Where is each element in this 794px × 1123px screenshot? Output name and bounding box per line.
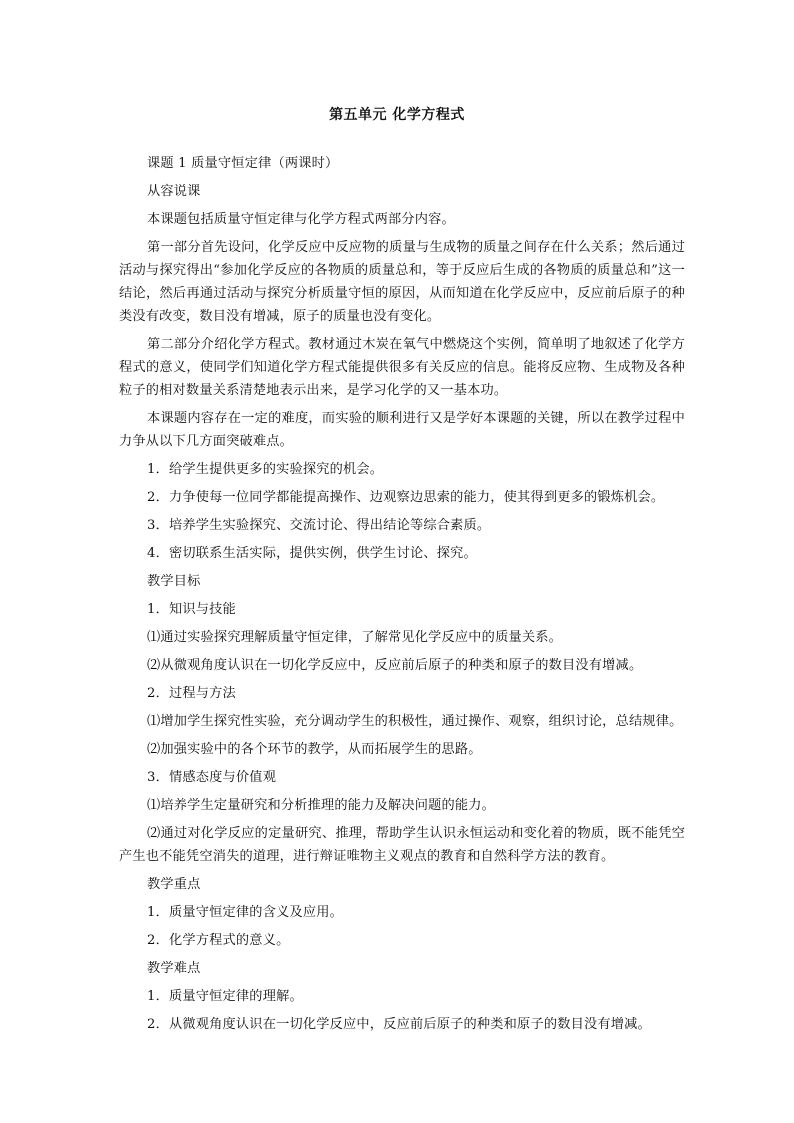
paragraph: 1．给学生提供更多的实验探究的机会。 xyxy=(147,462,384,477)
paragraph: ⑵从微观角度认识在一切化学反应中，反应前后原子的种类和原子的数目没有增减。 xyxy=(147,658,643,673)
paragraph: 1．知识与技能 xyxy=(147,602,236,617)
paragraph: 课题 1 质量守恒定律（两课时） xyxy=(147,156,339,171)
paragraph: 3．培养学生实验探究、交流讨论、得出结论等综合素质。 xyxy=(147,518,491,533)
paragraph: 2．过程与方法 xyxy=(147,686,236,701)
paragraph: 2．力争使每一位同学都能提高操作、边观察边思索的能力，使其得到更多的锻炼机会。 xyxy=(147,490,665,505)
paragraph: 1．质量守恒定律的理解。 xyxy=(147,989,303,1004)
paragraph: 教学目标 xyxy=(147,574,201,589)
paragraph: 2．从微观角度认识在一切化学反应中，反应前后原子的种类和原子的数目没有增减。 xyxy=(147,1017,651,1032)
document-body xyxy=(119,152,685,1041)
paragraph: 2．化学方程式的意义。 xyxy=(147,933,290,948)
paragraph: 3．情感态度与价值观 xyxy=(147,770,277,785)
paragraph: 教学重点 xyxy=(147,877,201,892)
paragraph: 本课题内容存在一定的难度，而实验的顺利进行又是学好本课题的关键，所以在教学过程中力争从以下几方面突破难点。 xyxy=(119,411,685,449)
paragraph: ⑴培养学生定量研究和分析推理的能力及解决问题的能力。 xyxy=(147,798,496,813)
paragraph: ⑵加强实验中的各个环节的教学，从而拓展学生的思路。 xyxy=(147,742,482,757)
document-title: 第五单元 化学方程式 xyxy=(329,107,465,123)
paragraph: ⑵通过对化学反应的定量研究、推理，帮助学生认识永恒运动和变化着的物质，既不能凭空产生也不能凭空消失的道理，进行辩证唯物主义观点的教育和自然科学方法的教育。 xyxy=(119,826,685,864)
paragraph: 教学难点 xyxy=(147,961,201,976)
paragraph: ⑴通过实验探究理解质量守恒定律，了解常见化学反应中的质量关系。 xyxy=(147,630,563,645)
paragraph: ⑴增加学生探究性实验，充分调动学生的积极性，通过操作、观察，组织讨论，总结规律。 xyxy=(147,714,683,729)
paragraph: 第二部分介绍化学方程式。教材通过木炭在氧气中燃烧这个实例，简单明了地叙述了化学方程式的意义，使同学们知道化学方程式能提供很多有关反应的信息。能将反应物、生成物及各种粒子的相对数量关系清楚地表示出来，是学习化学的又一基本功。 xyxy=(119,337,685,398)
paragraph: 1．质量守恒定律的含义及应用。 xyxy=(147,905,344,920)
paragraph: 从容说课 xyxy=(147,184,201,199)
paragraph: 本课题包括质量守恒定律与化学方程式两部分内容。 xyxy=(147,212,455,227)
paragraph: 4．密切联系生活实际，提供实例，供学生讨论、探究。 xyxy=(147,546,477,561)
paragraph: 第一部分首先设问，化学反应中反应物的质量与生成物的质量之间存在什么关系；然后通过活动与探究得出“参加化学反应的各物质的质量总和，等于反应后生成的各物质的质量总和”这一结论，然后再通过活动与探究分析质量守恒的原因，从而知道在化学反应中，反应前后原子的种类没有改变，数目没有增减，原子的质量也没有变化。 xyxy=(119,240,685,324)
